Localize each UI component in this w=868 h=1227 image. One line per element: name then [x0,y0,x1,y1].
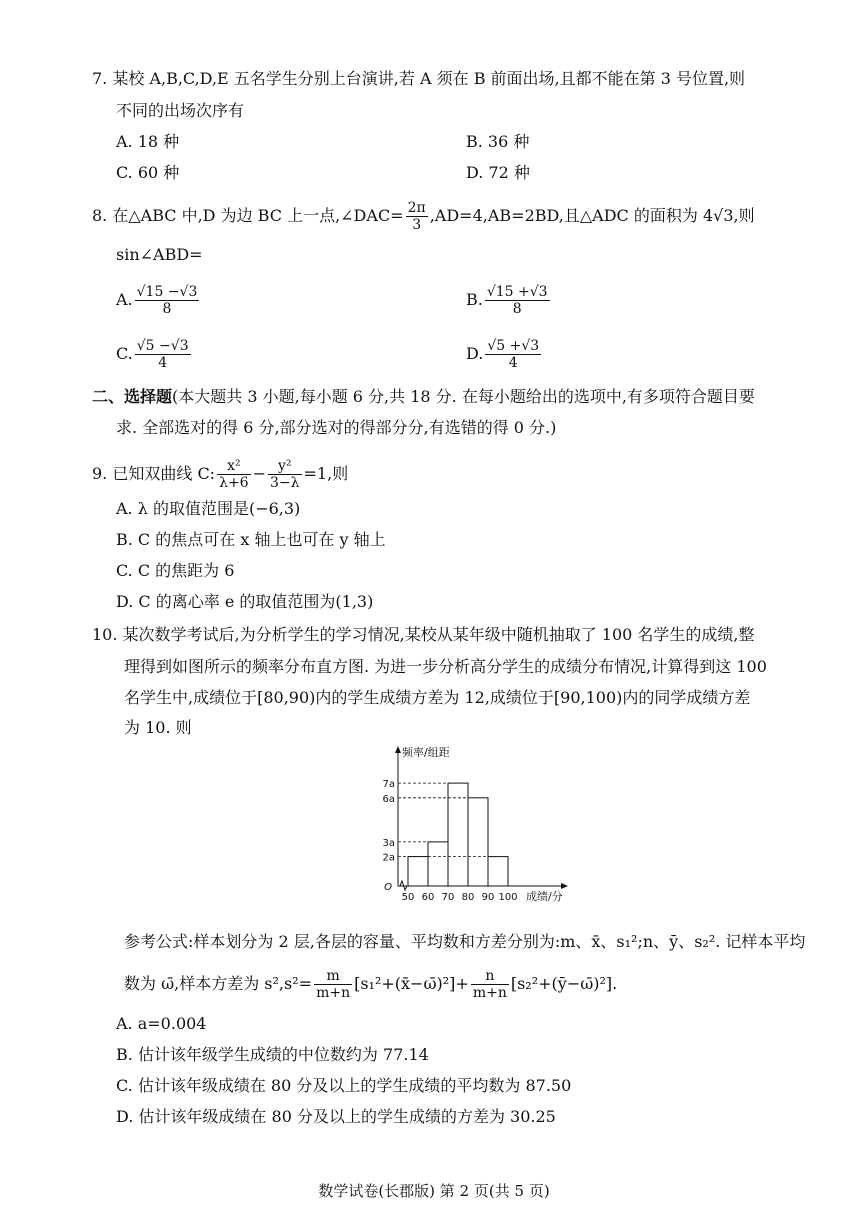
fraction-denominator: 3−λ [270,475,300,491]
formula-pre: 数为 ω̄,样本方差为 s²,s²= [124,974,313,993]
q7-option-d: D. 72 种 [466,163,530,182]
q8-stem-line1 [92,200,755,233]
q8-stem-post: ,AD=4,AB=2BD,且△ADC 的面积为 4√3,则 [429,206,755,225]
y-axis-arrow [395,746,401,753]
section2-instructions-line2: 求. 全部选对的得 6 分,部分选对的得部分分,有选错的得 0 分.) [116,418,557,437]
x-tick-label: 80 [461,892,475,903]
option-label: B. [466,290,483,309]
option-label: D. [466,344,484,363]
fraction-denominator: 8 [512,301,522,317]
histogram-bar [488,857,508,886]
q7-option-b: B. 36 种 [466,132,530,151]
formula-mid: [s₁²+(x̄−ω̄)²]+ [354,974,469,993]
option-fraction [135,338,191,371]
q10-stem-line2: 理得到如图所示的频率分布直方图. 为进一步分析高分学生的成绩分布情况,计算得到这 100 [124,657,767,676]
q9-fraction-x [217,458,251,491]
q9-option-b: B. C 的焦点可在 x 轴上也可在 y 轴上 [116,530,386,549]
fraction-numerator: √5 −√3 [136,338,189,354]
q10-stem-line1: 10. 某次数学考试后,为分析学生的学习情况,某校从某年级中随机抽取了 100 名学生的成绩,整 [92,625,755,644]
fraction-denominator: 4 [508,355,518,371]
histogram-bar [408,857,428,886]
q7-option-a: A. 18 种 [116,132,180,151]
q8-option-c [116,338,193,371]
fraction-numerator: 2π [407,200,426,216]
q10-formula-line1: 参考公式:样本划分为 2 层,各层的容量、平均数和方差分别为:m、x̄、s₁²;n、ȳ、s₂². 记样本平均 [124,932,806,951]
q9-stem [92,458,348,491]
histogram-bar [468,798,488,886]
histogram-bar [448,783,468,886]
q10-stem-line4: 为 10. 则 [124,718,192,737]
q8-option-a [116,284,201,317]
fraction-denominator: m+n [472,985,507,1001]
q7-option-c: C. 60 种 [116,163,180,182]
q8-stem-pre: 8. 在△ABC 中,D 为边 BC 上一点,∠DAC= [92,206,404,225]
page-footer: 数学试卷(长郡版) 第 2 页(共 5 页) [318,1182,550,1200]
section2-title: 二、选择题 [92,387,173,406]
section2-heading [92,386,755,408]
origin-label: O [384,882,392,893]
fraction-numerator: √5 +√3 [487,338,540,354]
formula-fraction-n [471,968,509,1001]
fraction-denominator: 8 [162,301,172,317]
fraction-denominator: 4 [158,355,168,371]
histogram-bar [428,842,448,886]
q10-option-d: D. 估计该年级成绩在 80 分及以上的学生成绩的方差为 30.25 [116,1107,556,1126]
x-tick-label: 60 [421,892,435,903]
fraction-numerator: m [314,968,352,985]
y-axis-title: 频率/组距 [402,746,450,759]
q9-fraction-y [268,458,302,491]
fraction-numerator: y² [268,458,302,475]
option-fraction [135,284,200,317]
q10-stem-line3: 名学生中,成绩位于[80,90)内的学生成绩方差为 12,成绩位于[90,100)内的同学成绩方差 [124,688,751,707]
q9-option-a: A. λ 的取值范围是(−6,3) [116,499,301,518]
option-label: A. [116,290,133,309]
fraction-denominator: m+n [316,985,351,1001]
q8-option-b [466,284,552,317]
x-axis-arrow [561,883,568,889]
q9-stem-pre: 9. 已知双曲线 C: [92,464,216,483]
q10-option-c: C. 估计该年级成绩在 80 分及以上的学生成绩的平均数为 87.50 [116,1076,572,1095]
q7-stem-line1: 7. 某校 A,B,C,D,E 五名学生分别上台演讲,若 A 须在 B 前面出场,且都不能在第 3 号位置,则 [92,69,746,88]
fraction-numerator: √15 −√3 [136,284,198,300]
q8-angle-fraction [406,200,428,233]
fraction-numerator: x² [217,458,251,475]
histogram-labels [383,745,563,903]
q8-stem-line2: sin∠ABD= [116,245,203,264]
fraction-denominator: λ+6 [219,475,249,491]
fraction-denominator: 3 [412,217,422,233]
histogram-bars [408,783,508,886]
y-tick-label: 2a [382,852,395,864]
section2-instructions-line1: (本大题共 3 小题,每小题 6 分,共 18 分. 在每小题给出的选项中,有多项符合题目要 [172,387,755,406]
option-fraction [485,338,541,371]
x-axis-title: 成绩/分 [526,890,563,903]
y-tick-label: 3a [382,837,395,849]
frequency-histogram [364,740,584,908]
y-tick-label: 7a [382,779,395,791]
fraction-numerator: n [471,968,509,985]
q9-minus: − [252,464,266,483]
q10-formula-line2 [124,968,617,1001]
histogram-axes [395,746,568,890]
option-label: C. [116,344,133,363]
x-tick-label: 70 [441,892,455,903]
option-fraction [485,284,550,317]
x-tick-label: 90 [481,892,495,903]
formula-end: [s₂²+(ȳ−ω̄)²]. [510,974,618,993]
q10-option-b: B. 估计该年级学生成绩的中位数约为 77.14 [116,1045,429,1064]
formula-fraction-m [314,968,352,1001]
q9-option-d: D. C 的离心率 e 的取值范围为(1,3) [116,592,374,611]
y-tick-label: 6a [382,793,395,805]
q7-stem-line2: 不同的出场次序有 [116,101,245,120]
q9-option-c: C. C 的焦距为 6 [116,561,235,580]
q10-option-a: A. a=0.004 [116,1014,207,1033]
x-tick-label: 50 [401,892,415,903]
fraction-numerator: √15 +√3 [486,284,548,300]
q8-option-d [466,338,543,371]
x-tick-label: 100 [498,892,518,903]
q9-stem-post: =1,则 [303,464,349,483]
